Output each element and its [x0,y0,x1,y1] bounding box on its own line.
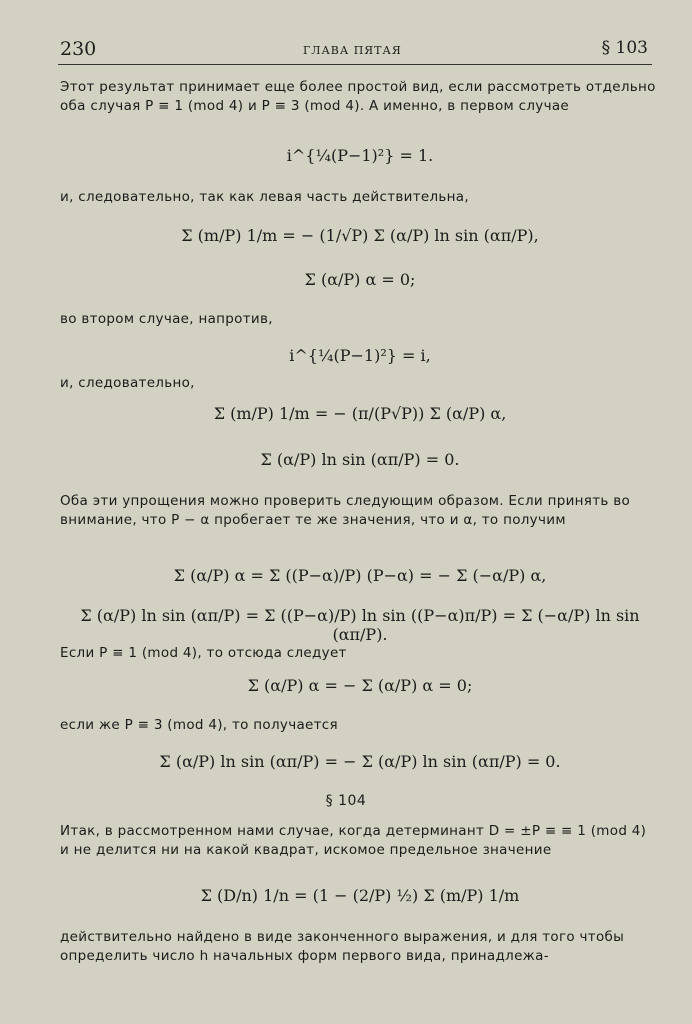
formula-2: Σ (m/P) 1/m = − (1/√P) Σ (α/P) ln sin (απ/P), [181,226,539,245]
formula-9: Σ (α/P) α = − Σ (α/P) α = 0; [247,676,473,695]
section-reference: § 103 [601,38,648,58]
formula-7: Σ (α/P) α = Σ ((P−α)/P) (P−α) = − Σ (−α/P) α, [173,566,547,585]
paragraph-consequently-2: и, следовательно, [60,375,195,391]
chapter-title: ГЛАВА ПЯТАЯ [303,44,402,57]
formula-4: i^{¼(P−1)²} = i, [289,346,431,365]
formula-11: Σ (D/n) 1/n = (1 − (2/P) ½) Σ (m/P) 1/m [200,886,520,905]
formula-1: i^{¼(P−1)²} = 1. [286,146,434,165]
paragraph-mod1: Если P ≡ 1 (mod 4), то отсюда следует [60,645,347,661]
paragraph-final: действительно найдено в виде законченного выражения, и для того чтобы определить число h начальных форм первого вида, принадлежа- [60,929,625,964]
formula-10: Σ (α/P) ln sin (απ/P) = − Σ (α/P) ln sin (απ/P) = 0. [159,752,561,771]
paragraph-mod3: если же P ≡ 3 (mod 4), то получается [60,717,338,733]
paragraph-consequently: и, следовательно, так как левая часть действительна, [60,189,469,205]
paragraph-verification: Оба эти упрощения можно проверить следующим образом. Если принять во внимание, что P − α пробегает те же значения, что и α, то получим [60,493,631,528]
paragraph-conclusion: Итак, в рассмотренном нами случае, когда детерминант D = ±P ≡ ≡ 1 (mod 4) и не делится ни на какой квадрат, искомое предельное значение [60,823,647,858]
formula-3: Σ (α/P) α = 0; [304,270,416,289]
paragraph-intro: Этот результат принимает еще более простой вид, если рассмотреть отдельно оба случая P ≡ 1 (mod 4) и P ≡ 3 (mod 4). А именно, в первом случае [60,79,656,114]
formula-5: Σ (m/P) 1/m = − (π/(P√P)) Σ (α/P) α, [213,404,507,423]
section-heading: § 104 [325,793,367,809]
paragraph-second-case: во втором случае, напротив, [60,311,273,327]
page-header [58,36,652,65]
formula-8: Σ (α/P) ln sin (απ/P) = Σ ((P−α)/P) ln sin ((P−α)π/P) = Σ (−α/P) ln sin (απ/P). [80,606,640,644]
page-number: 230 [60,38,97,60]
formula-6: Σ (α/P) ln sin (απ/P) = 0. [260,450,460,469]
